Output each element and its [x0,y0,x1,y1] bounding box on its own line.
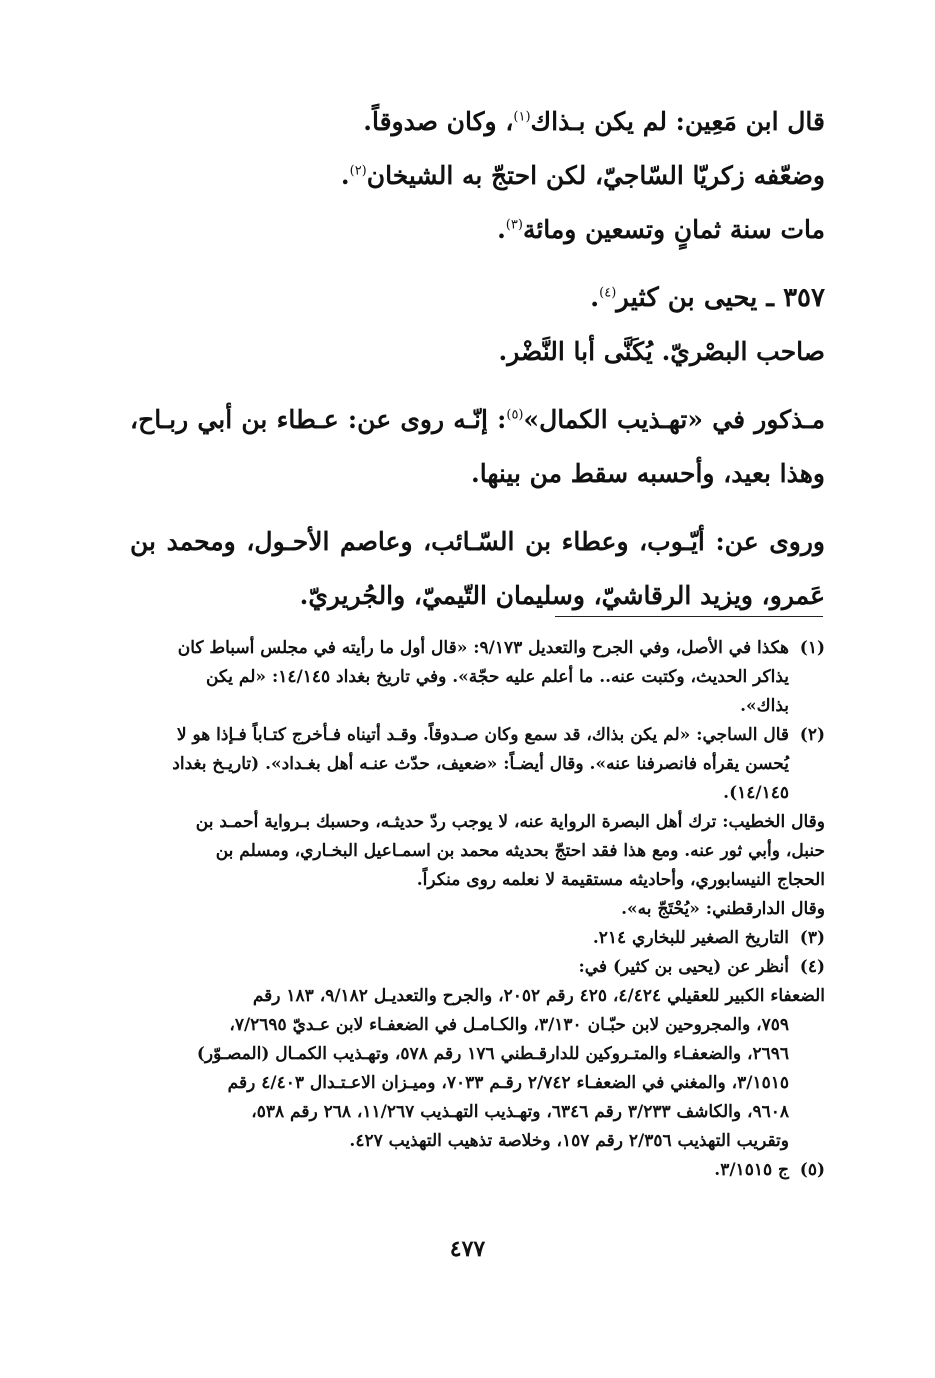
footnote-body [132,808,825,924]
footnote-number: (١) [799,638,825,658]
text-line [130,95,825,149]
text-segment: قال ابن مَعِين: لم يكن بـذاك [530,107,825,136]
text-segment: وضعّفه زكريّا السّاجيّ، لكن احتجّ به الشيخان [366,161,825,190]
footnote-line: بذاك». [740,696,789,716]
footnote-ref: (٣) [505,217,523,233]
footnote-line: هكذا في الأصل، وفي الجرح والتعديل ٩/١٧٣: «قال أول ما رأيته في مجلس أسباط كان [177,638,789,658]
text-line: صاحب البصْريّ. يُكَنَّى أبا النَّضْر. [498,337,825,366]
footnote-body [132,721,789,808]
text-segment: مـذكور في «تهـذيب الكمال» [523,405,825,434]
text-line [130,149,825,203]
footnote-body [132,982,825,1156]
footnote-line: يذاكر الحديث، وكتبت عنه.. ما أعلم عليه حجّة». وفي تاريخ بغداد ١٤/١٤٥: «لم يكن [205,667,789,687]
text-segment: . [340,161,350,190]
page-number: ٤٧٧ [449,1236,486,1262]
footnote-line: ٧٥٩، والمجروحين لابن حبّـان ٣/١٣٠، والكـامـل في الضعفـاء لابن عـديّ ٧/٢٦٩٥، [229,1015,789,1035]
paragraph [130,393,825,501]
footnote-line: أنظر عن (يحيى بن كثير) في: [578,957,789,977]
footnote-line: الضعفاء الكبير للعقيلي ٤/٤٢٤، ٤٢٥ رقم ٢٠٥٢، والجرح والتعديـل ٩/١٨٢، ١٨٣ رقم [252,986,825,1006]
text-segment: . [497,215,506,244]
footnote-line: ج ٣/١٥١٥. [714,1160,789,1180]
footnote [132,721,825,808]
main-text [130,95,825,623]
footnote-ref: (٤) [599,285,617,301]
footnote-line: ٣/١٥١٥، والمغني في الضعفـاء ٢/٧٤٢ رقـم ٧٠٣٣، وميـزان الاعـتـدال ٤/٤٠٣ رقم [227,1073,789,1093]
footnote-line: التاريخ الصغير للبخاري ٢١٤. [592,928,789,948]
text-segment: مات سنة ثمانٍ وتسعين ومائة [522,215,825,244]
text-segment: ، وكان صدوقاً. [363,107,514,136]
footnote [132,1156,825,1185]
footnote [132,953,825,982]
footnote-line: وقال الدارقطني: «يُحْتَجّ به». [621,899,825,919]
spacer [130,501,825,515]
footnote-line: الحجاج النيسابوري، وأحاديثه مستقيمة لا نعلمه روى منكراً. [416,870,825,890]
text-segment: . [590,283,600,313]
footnote-ref: (١) [513,109,531,125]
footnote-line: قال الساجي: «لم يكن بذاك، قد سمع وكان صـدوقاً. وقـد أتيناه فـأخرج كتـاباً فـإذا هو لا [176,725,789,745]
footnote-ref: (٢) [349,163,367,179]
footnote-continuation [132,982,825,1156]
footnote-number: (٢) [799,725,825,745]
footnote-body [132,924,789,953]
footnote-continuation [132,808,825,924]
footnote-line: ٩٦٠٨، والكاشف ٣/٢٣٣ رقم ٦٣٤٦، وتهـذيب التهـذيب ١١/٢٦٧، ٢٦٨ رقم ٥٣٨، [251,1102,789,1122]
entry-heading [130,271,825,325]
footnote-body [132,1156,789,1185]
footnote-line: وتقريب التهذيب ٢/٣٥٦ رقم ١٥٧، وخلاصة تذهيب التهذيب ٤٢٧. [349,1131,789,1151]
footnote [132,924,825,953]
spacer [130,257,825,271]
footnote-line: يُحسن يقرأه فانصرفنا عنه». وقال أيضـاً: «ضعيف، حدّث عنـه أهل بغـداد». (تاريـخ بغداد [172,754,789,774]
footnotes [132,634,825,1185]
footnote-number: (٥) [799,1160,825,1180]
footnote-line: ١٤/١٤٥). [723,783,789,803]
footnote-number: (٣) [799,928,825,948]
footnote-line: ٢٦٩٦، والضعفـاء والمتـروكين للدارقـطني ١٧٦ رقم ٥٧٨، وتهـذيب الكمـال (المصـوّر) [196,1044,789,1064]
entry-title: ٣٥٧ ـ يحيى بن كثير [616,283,825,313]
paragraph: وروى عن: أيّـوب، وعطاء بن السّـائب، وعاصم الأحـول، ومحمد بن عَمرو، ويزيد الرقاشيّ، وسليمان التّيميّ، والجُريريّ. [130,527,825,610]
footnote-line: حنبل، وأبي ثور عنه. ومع هذا فقد احتجّ بحديثه محمد بن اسمـاعيل البخـاري، ومسلم بن [215,841,825,861]
footnote-line: وقال الخطيب: ترك أهل البصرة الرواية عنه، لا يوجب ردّ حديثـه، وحسبك بـرواية أحمـد بن [195,812,825,832]
text-line [130,203,825,257]
text-segment: : إنّـه روى عن: عـطاء بن أبي ربـاح، وهذا بعيد، وأحسبه سقط من بينها. [130,405,825,488]
footnote-divider [555,616,823,617]
footnote-ref: (٥) [506,407,524,423]
footnote-body [132,634,789,721]
footnote-number: (٤) [799,957,825,977]
footnote-body [132,953,789,982]
spacer [130,379,825,393]
footnote [132,634,825,721]
